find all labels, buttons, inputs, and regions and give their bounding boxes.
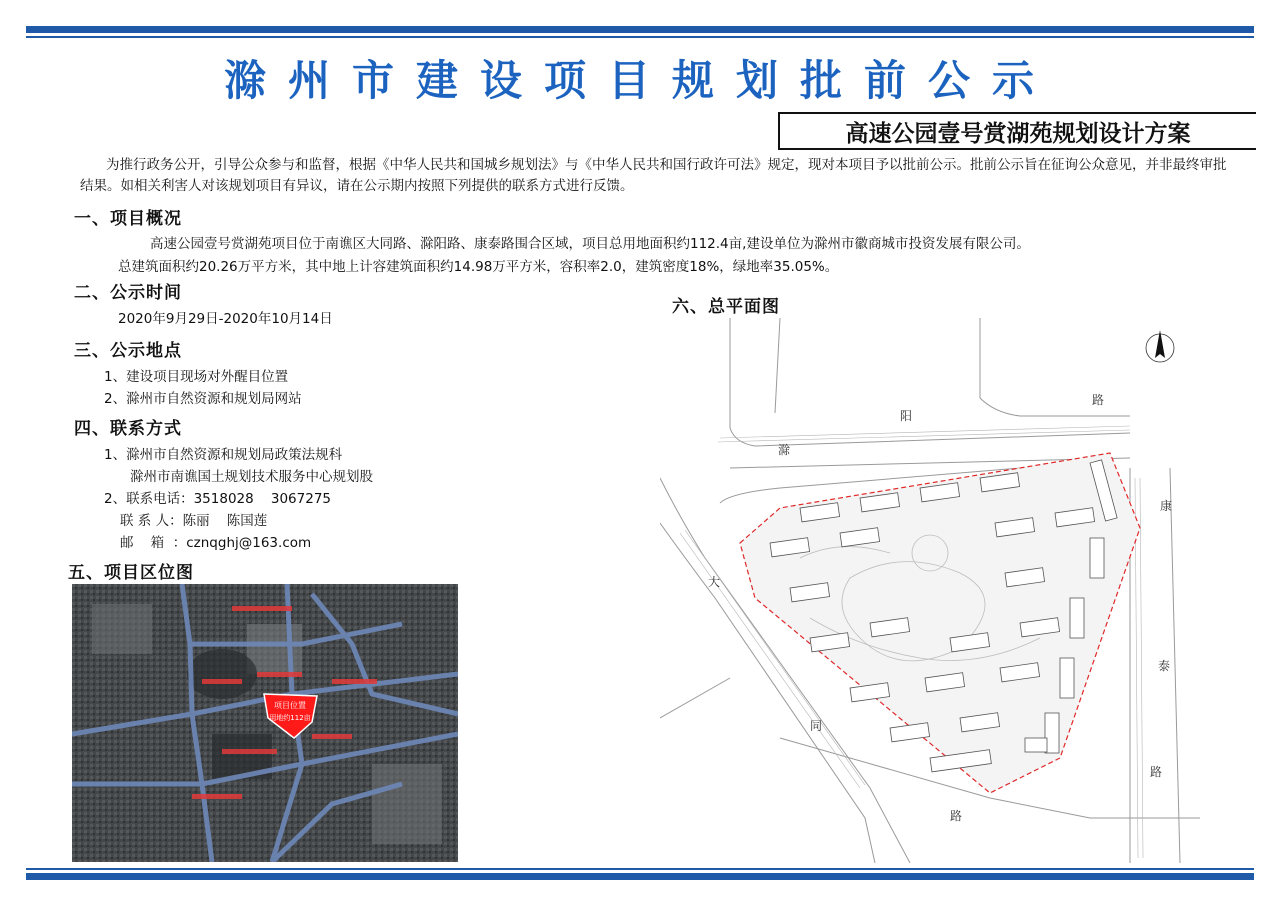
site-marker-label-2: 用地约112亩 [269, 714, 311, 722]
bottom-border-thin [26, 868, 1254, 870]
road-char: 大 [708, 575, 721, 589]
road-char: 康 [1160, 499, 1173, 513]
section-heading-contact: 四、联系方式 [74, 419, 182, 439]
section-heading-place: 三、公示地点 [74, 341, 182, 361]
section-heading-location: 五、项目区位图 [68, 563, 194, 583]
road-char: 路 [1150, 765, 1163, 779]
map-urban-block [372, 764, 442, 844]
road-char: 路 [1092, 393, 1105, 407]
road-char: 滁 [778, 443, 791, 457]
place-item-2: 2、滁州市自然资源和规划局网站 [104, 391, 302, 407]
map-urban-block [92, 604, 152, 654]
contact-phone: 2、联系电话：3518028 3067275 [104, 491, 332, 507]
contact-email: 邮 箱 ：cznqghj@163.com [120, 535, 312, 551]
contact-org-2: 滁州市南谯国土规划技术服务中心规划股 [130, 469, 373, 485]
contact-person: 联 系 人：陈丽 陈国莲 [120, 513, 268, 529]
location-map-svg [72, 584, 458, 862]
road-char: 泰 [1158, 659, 1171, 673]
publicity-period: 2020年9月29日-2020年10月14日 [118, 311, 333, 327]
top-border-bar [26, 26, 1254, 33]
site-plan-svg [660, 318, 1200, 863]
section-heading-time: 二、公示时间 [74, 283, 182, 303]
road-char: 路 [950, 809, 963, 823]
section-heading-siteplan: 六、总平面图 [672, 297, 780, 317]
overview-text-1: 高速公园壹号赏湖苑项目位于南谯区大同路、滁阳路、康泰路围合区域，项目总用地面积约112.4亩,建设单位为滁州市徽商城市投资发展有限公司。 [150, 236, 1030, 252]
section-heading-overview: 一、项目概况 [74, 209, 182, 229]
site-plan [660, 318, 1200, 863]
page-title: 滁州市建设项目规划批前公示 [223, 56, 1056, 105]
site-marker-label-1: 项目位置 [274, 701, 306, 710]
location-map [72, 584, 458, 862]
north-arrow-icon [1146, 330, 1174, 362]
top-border-thin [26, 36, 1254, 38]
road-char: 同 [810, 719, 823, 733]
project-subtitle: 高速公园壹号赏湖苑规划设计方案 [778, 112, 1256, 150]
intro-paragraph: 为推行政务公开，引导公众参与和监督，根据《中华人民共和国城乡规划法》与《中华人民共和国行政许可法》规定，现对本项目予以批前公示。批前公示旨在征询公众意见，并非最终审批结果。如相关利害人对该规划项目有异议，请在公示期内按照下列提供的联系方式进行反馈。 [80, 157, 1227, 194]
overview-text-2: 总建筑面积约20.26万平方米，其中地上计容建筑面积约14.98万平方米，容积率2.0，建筑密度18%，绿地率35.05%。 [118, 259, 839, 275]
road-char: 阳 [900, 409, 913, 423]
bottom-border-bar [26, 873, 1254, 880]
contact-org-1: 1、滁州市自然资源和规划局政策法规科 [104, 447, 343, 463]
place-item-1: 1、建设项目现场对外醒目位置 [104, 369, 289, 385]
map-park [187, 649, 257, 699]
